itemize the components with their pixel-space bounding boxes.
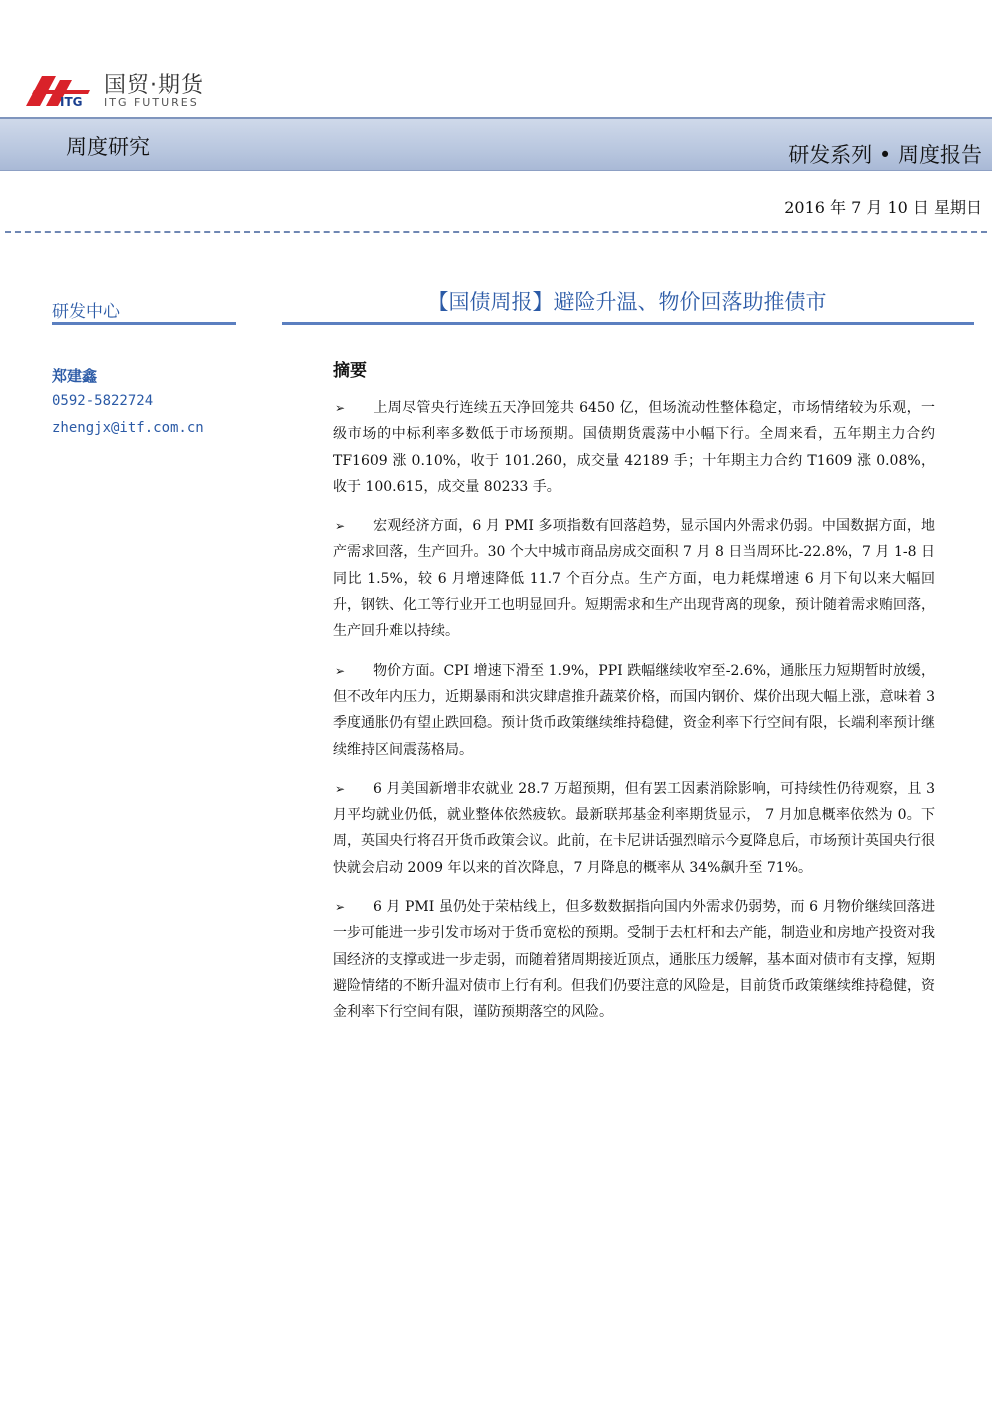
bullet-arrow-icon: ➢: [335, 663, 346, 678]
header-band: [0, 117, 992, 171]
author-phone: 0592-5822724: [52, 393, 154, 409]
logo-name-cn: 国贸·期货: [104, 73, 204, 98]
bullet-arrow-icon: ➢: [335, 900, 346, 915]
summary-paragraph: [333, 395, 935, 500]
title-rule: [282, 322, 974, 325]
summary-paragraph: [333, 776, 935, 881]
bullet-arrow-icon: ➢: [335, 519, 346, 534]
report-title: 【国债周报】避险升温、物价回落助推债市: [427, 290, 827, 314]
report-date: 2016 年 7 月 10 日 星期日: [784, 198, 982, 217]
paragraph-text: 6 月美国新增非农就业 28.7 万超预期，但有罢工因素消除影响，可持续性仍待观察，且 3 月平均就业仍低，就业整体依然疲软。最新联邦基金利率期货显示， 7 月加息概率依然为 0。下周，英国央行将召开货币政策会议。此前，在卡尼讲话强烈暗示今夏降息后，市场预计英国央行很快就会启动 2009 年以来的首次降息，7 月降息的概率从 34%飙升至 71%。: [333, 780, 935, 876]
summary-heading: 摘要: [333, 361, 367, 381]
bullet-arrow-icon: ➢: [335, 781, 346, 796]
sidebar-heading: 研发中心: [52, 302, 120, 322]
company-logo: [20, 68, 220, 114]
series-title: 研发系列 • 周度报告: [788, 143, 982, 167]
author-email[interactable]: zhengjx@itf.com.cn: [52, 420, 204, 436]
summary-paragraph: [333, 894, 935, 1025]
author-name: 郑建鑫: [52, 367, 98, 385]
itg-logo-icon: [20, 70, 96, 110]
paragraph-text: 物价方面。CPI 增速下滑至 1.9%，PPI 跌幅继续收窄至-2.6%，通胀压力短期暂时放缓，但不改年内压力，近期暴雨和洪灾肆虐推升蔬菜价格，而国内钢价、煤价出现大幅上涨，意味着 3 季度通胀仍有望止跌回稳。预计货币政策继续维持稳健，资金利率下行空间有限，长端利率预计继续维持区间震荡格局。: [333, 662, 935, 758]
paragraph-text: 上周尽管央行连续五天净回笼共 6450 亿，但场流动性整体稳定，市场情绪较为乐观，一级市场的中标利率多数低于市场预期。国债期货震荡中小幅下行。全周来看，五年期主力合约 TF1609 涨 0.10%，收于 101.260，成交量 42189 手；十年期主力合约 T1609 涨 0.08%，收于 100.615，成交量 80233 手。: [333, 400, 935, 495]
summary-paragraph: [333, 658, 935, 763]
sidebar-rule: [52, 322, 236, 325]
paragraph-text: 宏观经济方面，6 月 PMI 多项指数有回落趋势，显示国内外需求仍弱。中国数据方面，地产需求回落，生产回升。30 个大中城市商品房成交面积 7 月 8 日当周环比-22.8%，7 月 1-8 日同比 1.5%，较 6 月增速降低 11.7 个百分点。生产方面，电力耗煤增速 6 月下旬以来大幅回升，钢铁、化工等行业开工也明显回升。短期需求和生产出现背离的现象，预计随着需求贿回落，生产回升难以持续。: [333, 518, 935, 640]
summary-paragraph: [333, 513, 935, 644]
bullet-arrow-icon: ➢: [335, 401, 346, 415]
logo-name-en: ITG FUTURES: [104, 96, 199, 109]
svg-text:ITG: ITG: [60, 95, 83, 109]
summary-content: [333, 395, 935, 1039]
paragraph-text: 6 月 PMI 虽仍处于荣枯线上，但多数数据指向国内外需求仍弱势，而 6 月物价继续回落进一步可能进一步引发市场对于货币宽松的预期。受制于去杠杆和去产能，制造业和房地产投资对我国经济的支撑或进一步走弱，而随着猪周期接近顶点，通胀压力缓解，基本面对债市有支撑，短期避险情绪的不断升温对债市上行有利。但我们仍要注意的风险是，目前货币政策继续维持稳健，资金利率下行空间有限，谨防预期落空的风险。: [333, 899, 935, 1021]
section-title: 周度研究: [66, 135, 150, 159]
dashed-divider: [5, 231, 987, 233]
